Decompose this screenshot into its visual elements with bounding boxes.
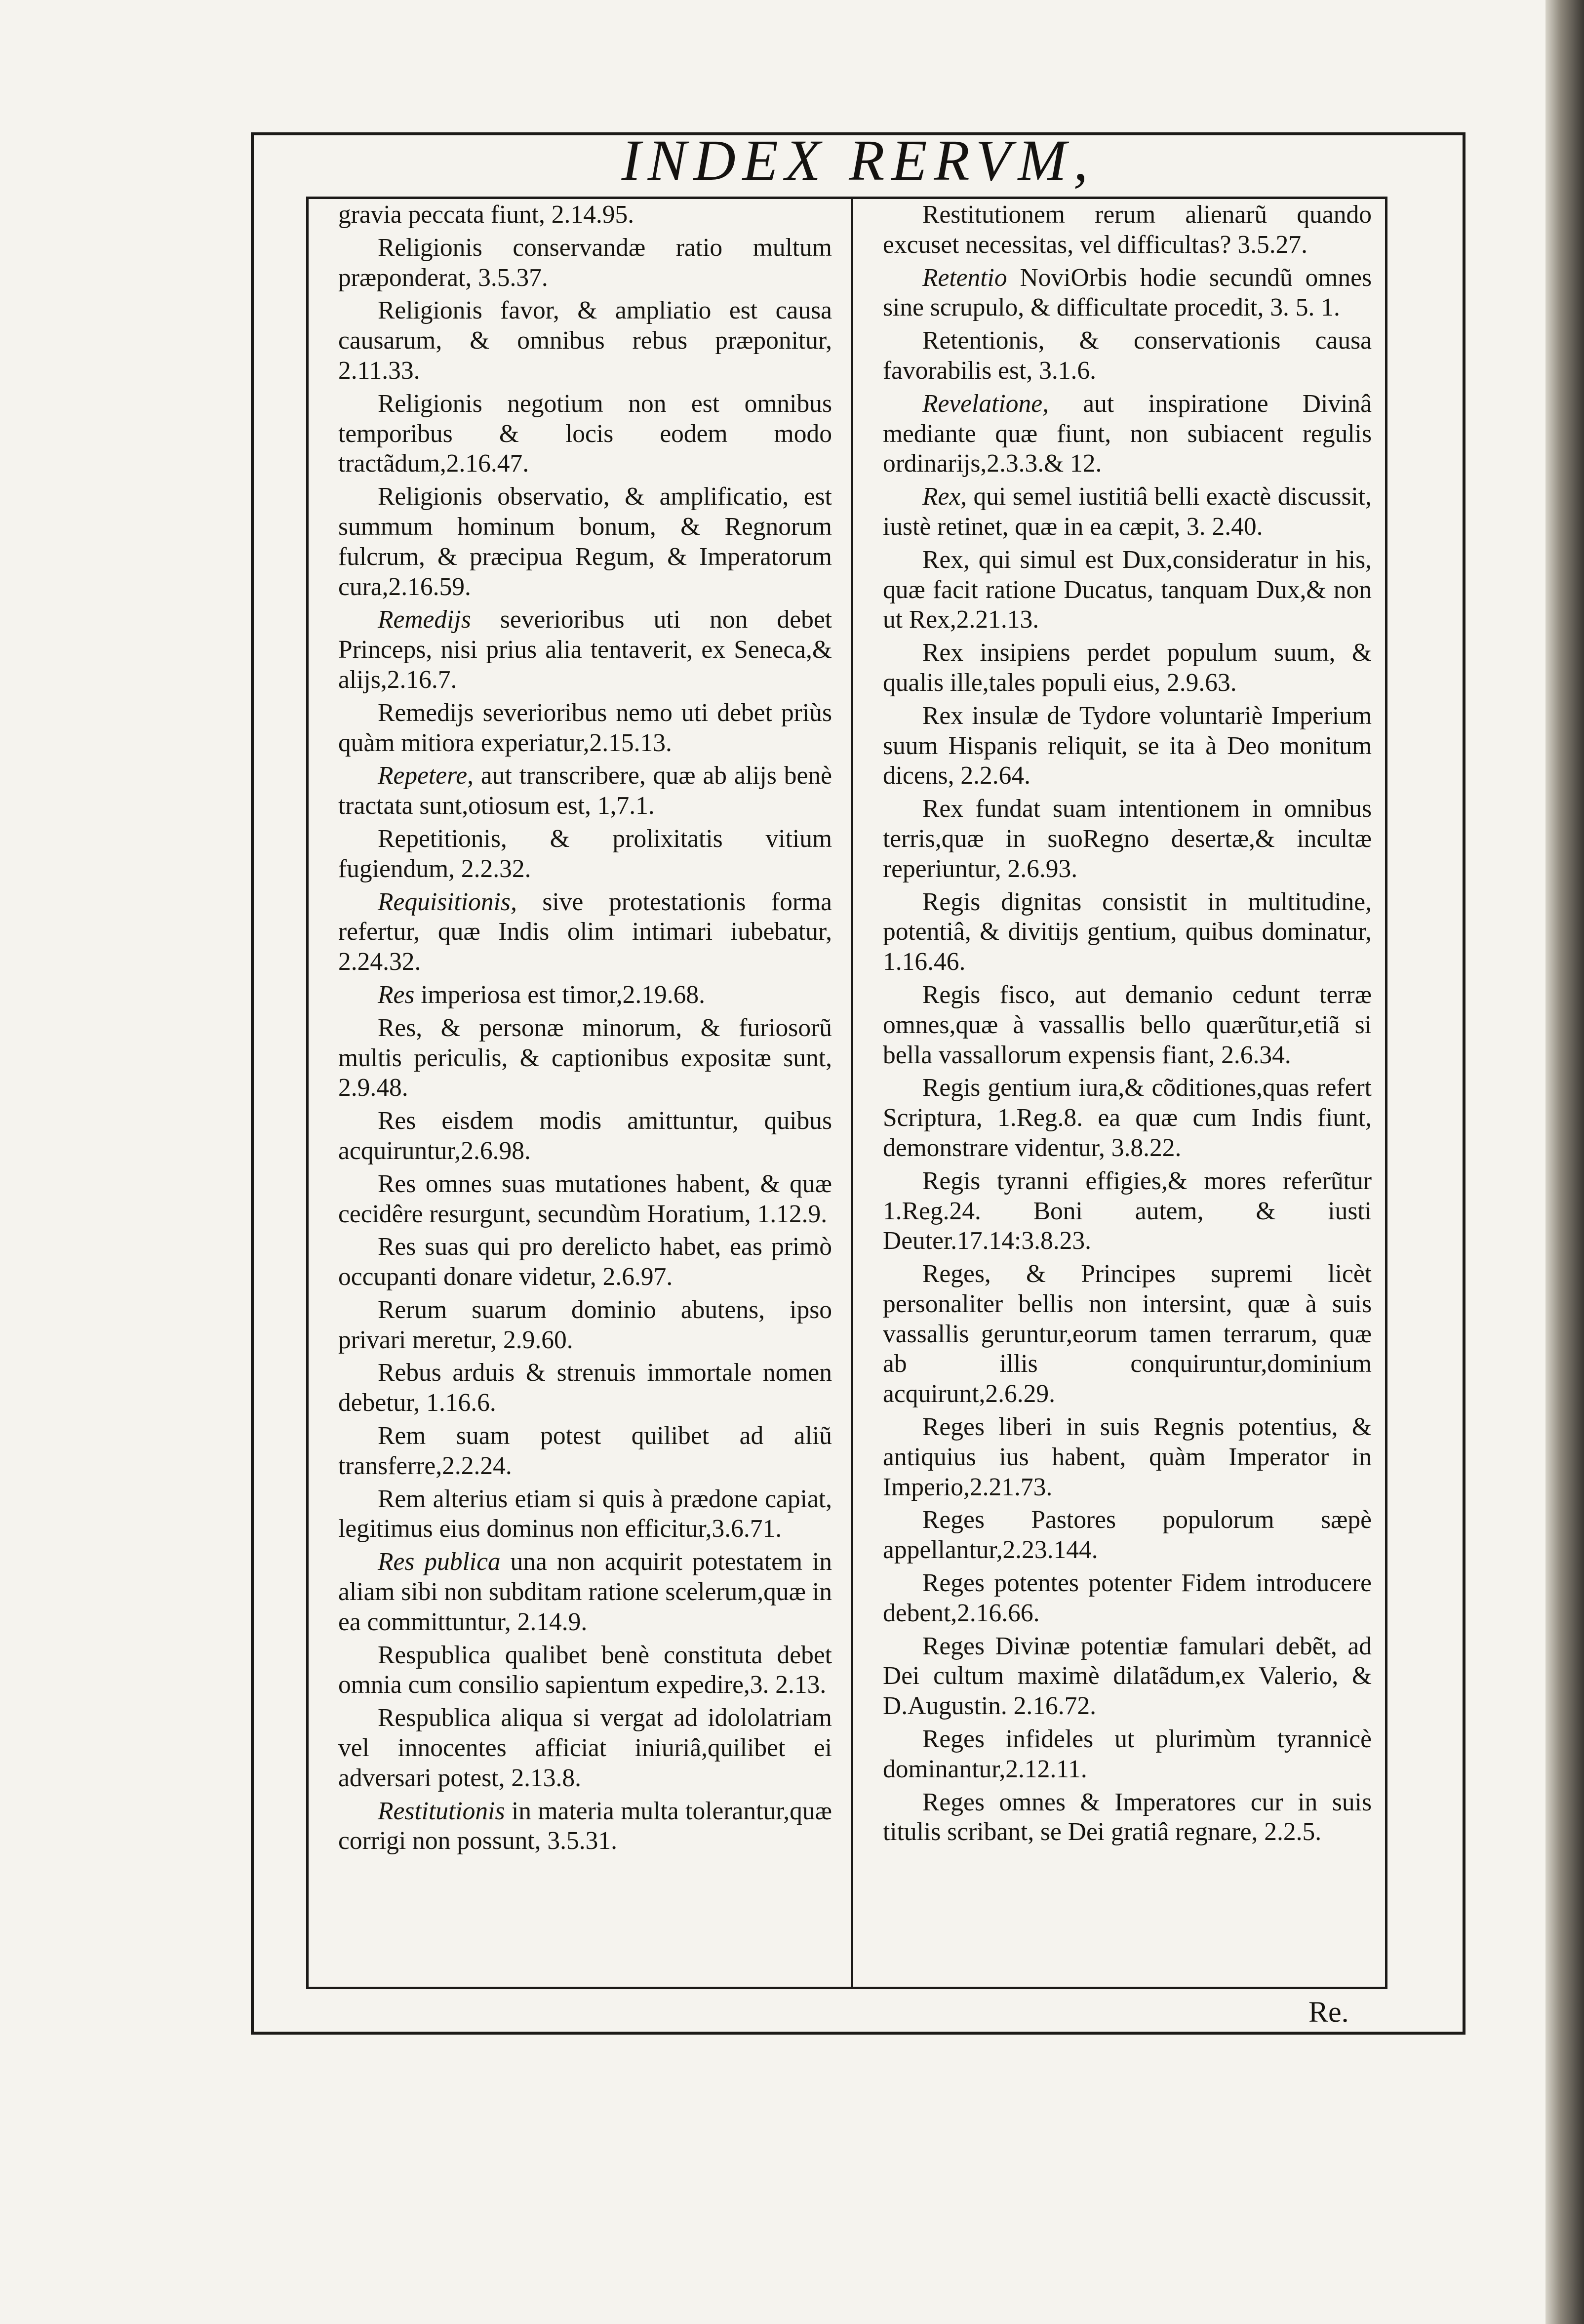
index-entry-text: Res, & personæ minorum, & furiosorũ multis periculis, & captionibus expositæ sunt, 2.9.48. (338, 1013, 832, 1102)
index-entry-text: Religionis conservandæ ratio multum præponderat, 3.5.37. (338, 233, 832, 292)
index-entry-text: Regis gentium iura,& cõditiones,quas refert Scriptura, 1.Reg.8. ea quæ cum Indis fiunt, demonstrare videntur, 3.8.22. (883, 1074, 1372, 1162)
book-gutter-edge (1545, 0, 1584, 2324)
index-entry-text: Rerum suarum dominio abutens, ipso privari meretur, 2.9.60. (338, 1295, 832, 1354)
index-entry-text: gravia peccata fiunt, 2.14.95. (338, 200, 634, 229)
index-entry (883, 326, 1372, 386)
index-entry-text: Rem alterius etiam si quis à prædone capiat, legitimus eius dominus non efficitur,3.6.71. (338, 1484, 832, 1543)
index-entry-text: Retentionis, & conservationis causa favorabilis est, 3.1.6. (883, 326, 1372, 385)
index-entry (883, 1788, 1372, 1848)
index-entry-text: sive protestationis forma refertur, quæ Indis olim intimari iubebatur, 2.24.32. (338, 887, 832, 976)
index-entry (338, 1295, 832, 1356)
index-entry (338, 1232, 832, 1292)
catchword: Re. (1308, 1996, 1349, 2028)
index-entry (338, 1106, 832, 1166)
index-entry (883, 1724, 1372, 1785)
index-entry (338, 698, 832, 759)
index-entry (883, 887, 1372, 977)
index-entry (338, 1703, 832, 1793)
index-entry-text: Res omnes suas mutationes habent, & quæ cecidêre resurgunt, secundùm Horatium, 1.12.9. (338, 1169, 832, 1228)
index-entry-text: Regis tyranni effigies,& mores referũtur 1.Reg.24. Boni autem, & iusti Deuter.17.14:3.8.23. (883, 1166, 1372, 1255)
index-entry-text: Restitutionem rerum alienarũ quando excuset necessitas, vel difficultas? 3.5.27. (883, 200, 1372, 259)
index-entry (338, 1013, 832, 1103)
index-entry-text: Reges liberi in suis Regnis potentius, & antiquius ius habent, quàm Imperator in Imperio,2.21.73. (883, 1413, 1372, 1501)
index-entry (883, 1632, 1372, 1722)
index-entry-headword: Restitutionis (378, 1797, 505, 1825)
index-entry-text: in materia multa tolerantur,quæ corrigi non possunt, 3.5.31. (338, 1797, 832, 1855)
index-entry-text: Res eisdem modis amittuntur, quibus acquiruntur,2.6.98. (338, 1107, 832, 1165)
index-entry-text: Rex insulæ de Tydore voluntariè Imperium suum Hispanis reliquit, se ita à Deo monitum dicens, 2.2.64. (883, 701, 1372, 790)
index-entry-text: Reges omnes & Imperatores cur in suis titulis scribant, se Dei gratiâ regnare, 2.2.5. (883, 1788, 1372, 1846)
index-entry (883, 1505, 1372, 1565)
index-entry-text: Reges, & Principes supremi licèt personaliter bellis non intersint, quæ à suis vassallis geruntur,eorum tamen terrarum, quæ ab illis conquiruntur,dominium acquirunt,2.6.29. (883, 1260, 1372, 1408)
index-entry (883, 1259, 1372, 1409)
index-entry-headword: Revelatione, (922, 389, 1049, 418)
index-entry (338, 1484, 832, 1545)
index-entry-text: imperiosa est timor,2.19.68. (414, 980, 706, 1009)
index-entry-text: Respublica aliqua si vergat ad idololatriam vel innocentes afficiat iniuriâ,quilibet ei adversari potest, 2.13.8. (338, 1704, 832, 1792)
index-entry-headword: Res publica (378, 1548, 501, 1576)
right-index-column (883, 200, 1372, 1850)
index-entry (338, 1169, 832, 1230)
index-entry (883, 482, 1372, 542)
index-entry-headword: Rex, (922, 482, 967, 511)
index-entry-text: Rex fundat suam intentionem in omnibus terris,quæ in suoRegno desertæ,& incultæ reperiuntur, 2.6.93. (883, 795, 1372, 883)
index-entry-text: Reges Divinæ potentiæ famulari debẽt, ad Dei cultum maximè dilatãdum,ex Valerio, & D.Augustin. 2.16.72. (883, 1632, 1372, 1721)
index-entry-text: una non acquirit potestatem in aliam sibi non subditam ratione scelerum,quæ in ea committuntur, 2.14.9. (338, 1548, 832, 1636)
index-entry (883, 1568, 1372, 1629)
index-entry (338, 389, 832, 479)
index-entry-text: Reges Pastores populorum sæpè appellantur,2.23.144. (883, 1506, 1372, 1564)
index-entry-headword: Requisitionis, (378, 887, 517, 916)
index-entry (338, 296, 832, 386)
index-entry-text: qui semel iustitiâ belli exactè discussit, iustè retinet, quæ in ea cæpit, 3. 2.40. (883, 482, 1372, 541)
index-entry-text: NoviOrbis hodie secundũ omnes sine scrupulo, & difficultate procedit, 3. 5. 1. (883, 263, 1372, 322)
index-entry (883, 1166, 1372, 1256)
index-entry-text: Reges potentes potenter Fidem introducere debent,2.16.66. (883, 1569, 1372, 1627)
index-entry-text: Regis fisco, aut demanio cedunt terræ omnes,quæ à vassallis bello quærũtur,etiã si bella vassallorum expensis fiant, 2.6.34. (883, 980, 1372, 1069)
index-entry (338, 1421, 832, 1482)
index-entry (338, 200, 832, 230)
index-entry-headword: Res (378, 980, 415, 1009)
index-entry (338, 824, 832, 884)
index-entry (883, 200, 1372, 260)
index-entry-text: Rex insipiens perdet populum suum, & qualis ille,tales populi eius, 2.9.63. (883, 639, 1372, 697)
index-entry (883, 263, 1372, 323)
index-entry (338, 1547, 832, 1637)
index-entry-text: Rebus arduis & strenuis immortale nomen debetur, 1.16.6. (338, 1359, 832, 1417)
index-entry-text: Religionis favor, & ampliatio est causa causarum, & omnibus rebus præponitur, 2.11.33. (338, 296, 832, 385)
index-entry (338, 1797, 832, 1857)
index-entry-text: Religionis observatio, & amplificatio, est summum hominum bonum, & Regnorum fulcrum, & præcipua Regum, & Imperatorum cura,2.16.59. (338, 482, 832, 601)
index-entry-headword: Remedijs (378, 605, 471, 634)
index-entry (338, 887, 832, 977)
index-entry-text: severioribus uti non debet Princeps, nisi prius alia tentaverit, ex Seneca,& alijs,2.16.7. (338, 605, 832, 694)
index-entry (883, 545, 1372, 635)
index-entry-text: Regis dignitas consistit in multitudine, potentiâ, & divitijs gentium, quibus dominatur, 1.16.46. (883, 887, 1372, 976)
index-entry-text: Respublica qualibet benè constituta debet omnia cum consilio sapientum expedire,3. 2.13. (338, 1641, 832, 1699)
index-entry-text: aut inspiratione Divinâ mediante quæ fiunt, non subiacent regulis ordinarijs,2.3.3.& 12. (883, 389, 1372, 478)
index-entry (338, 1641, 832, 1701)
index-entry (883, 1412, 1372, 1502)
index-entry (883, 701, 1372, 791)
index-entry (883, 638, 1372, 698)
index-entry (338, 1358, 832, 1418)
index-entry-headword: Repetere, (378, 761, 474, 790)
index-entry (338, 605, 832, 695)
index-entry-text: Remedijs severioribus nemo uti debet priùs quàm mitiora experiatur,2.15.13. (338, 698, 832, 757)
column-divider-rule (851, 197, 853, 1989)
index-entry (338, 761, 832, 821)
index-entry (338, 482, 832, 602)
index-entry (338, 233, 832, 293)
index-entry-text: Reges infideles ut plurimùm tyrannicè dominantur,2.12.11. (883, 1725, 1372, 1783)
left-index-column (338, 200, 832, 1859)
index-entry (883, 1073, 1372, 1163)
index-entry-text: Religionis negotium non est omnibus temporibus & locis eodem modo tractãdum,2.16.47. (338, 389, 832, 478)
index-entry-text: Rem suam potest quilibet ad aliũ transferre,2.2.24. (338, 1422, 832, 1480)
index-entry-text: aut transcribere, quæ ab alijs benè tractata sunt,otiosum est, 1,7.1. (338, 761, 832, 820)
index-entry-text: Res suas qui pro derelicto habet, eas primò occupanti donare videtur, 2.6.97. (338, 1233, 832, 1291)
running-head: INDEX RERVM, (621, 128, 1095, 193)
index-entry (883, 980, 1372, 1070)
index-entry (883, 794, 1372, 884)
index-entry-text: Repetitionis, & prolixitatis vitium fugiendum, 2.2.32. (338, 824, 832, 883)
index-entry (883, 389, 1372, 479)
index-entry-headword: Retentio (922, 263, 1007, 292)
index-entry (338, 980, 832, 1010)
index-entry-text: Rex, qui simul est Dux,consideratur in his, quæ facit ratione Ducatus, tanquam Dux,& non ut Rex,2.21.13. (883, 545, 1372, 634)
